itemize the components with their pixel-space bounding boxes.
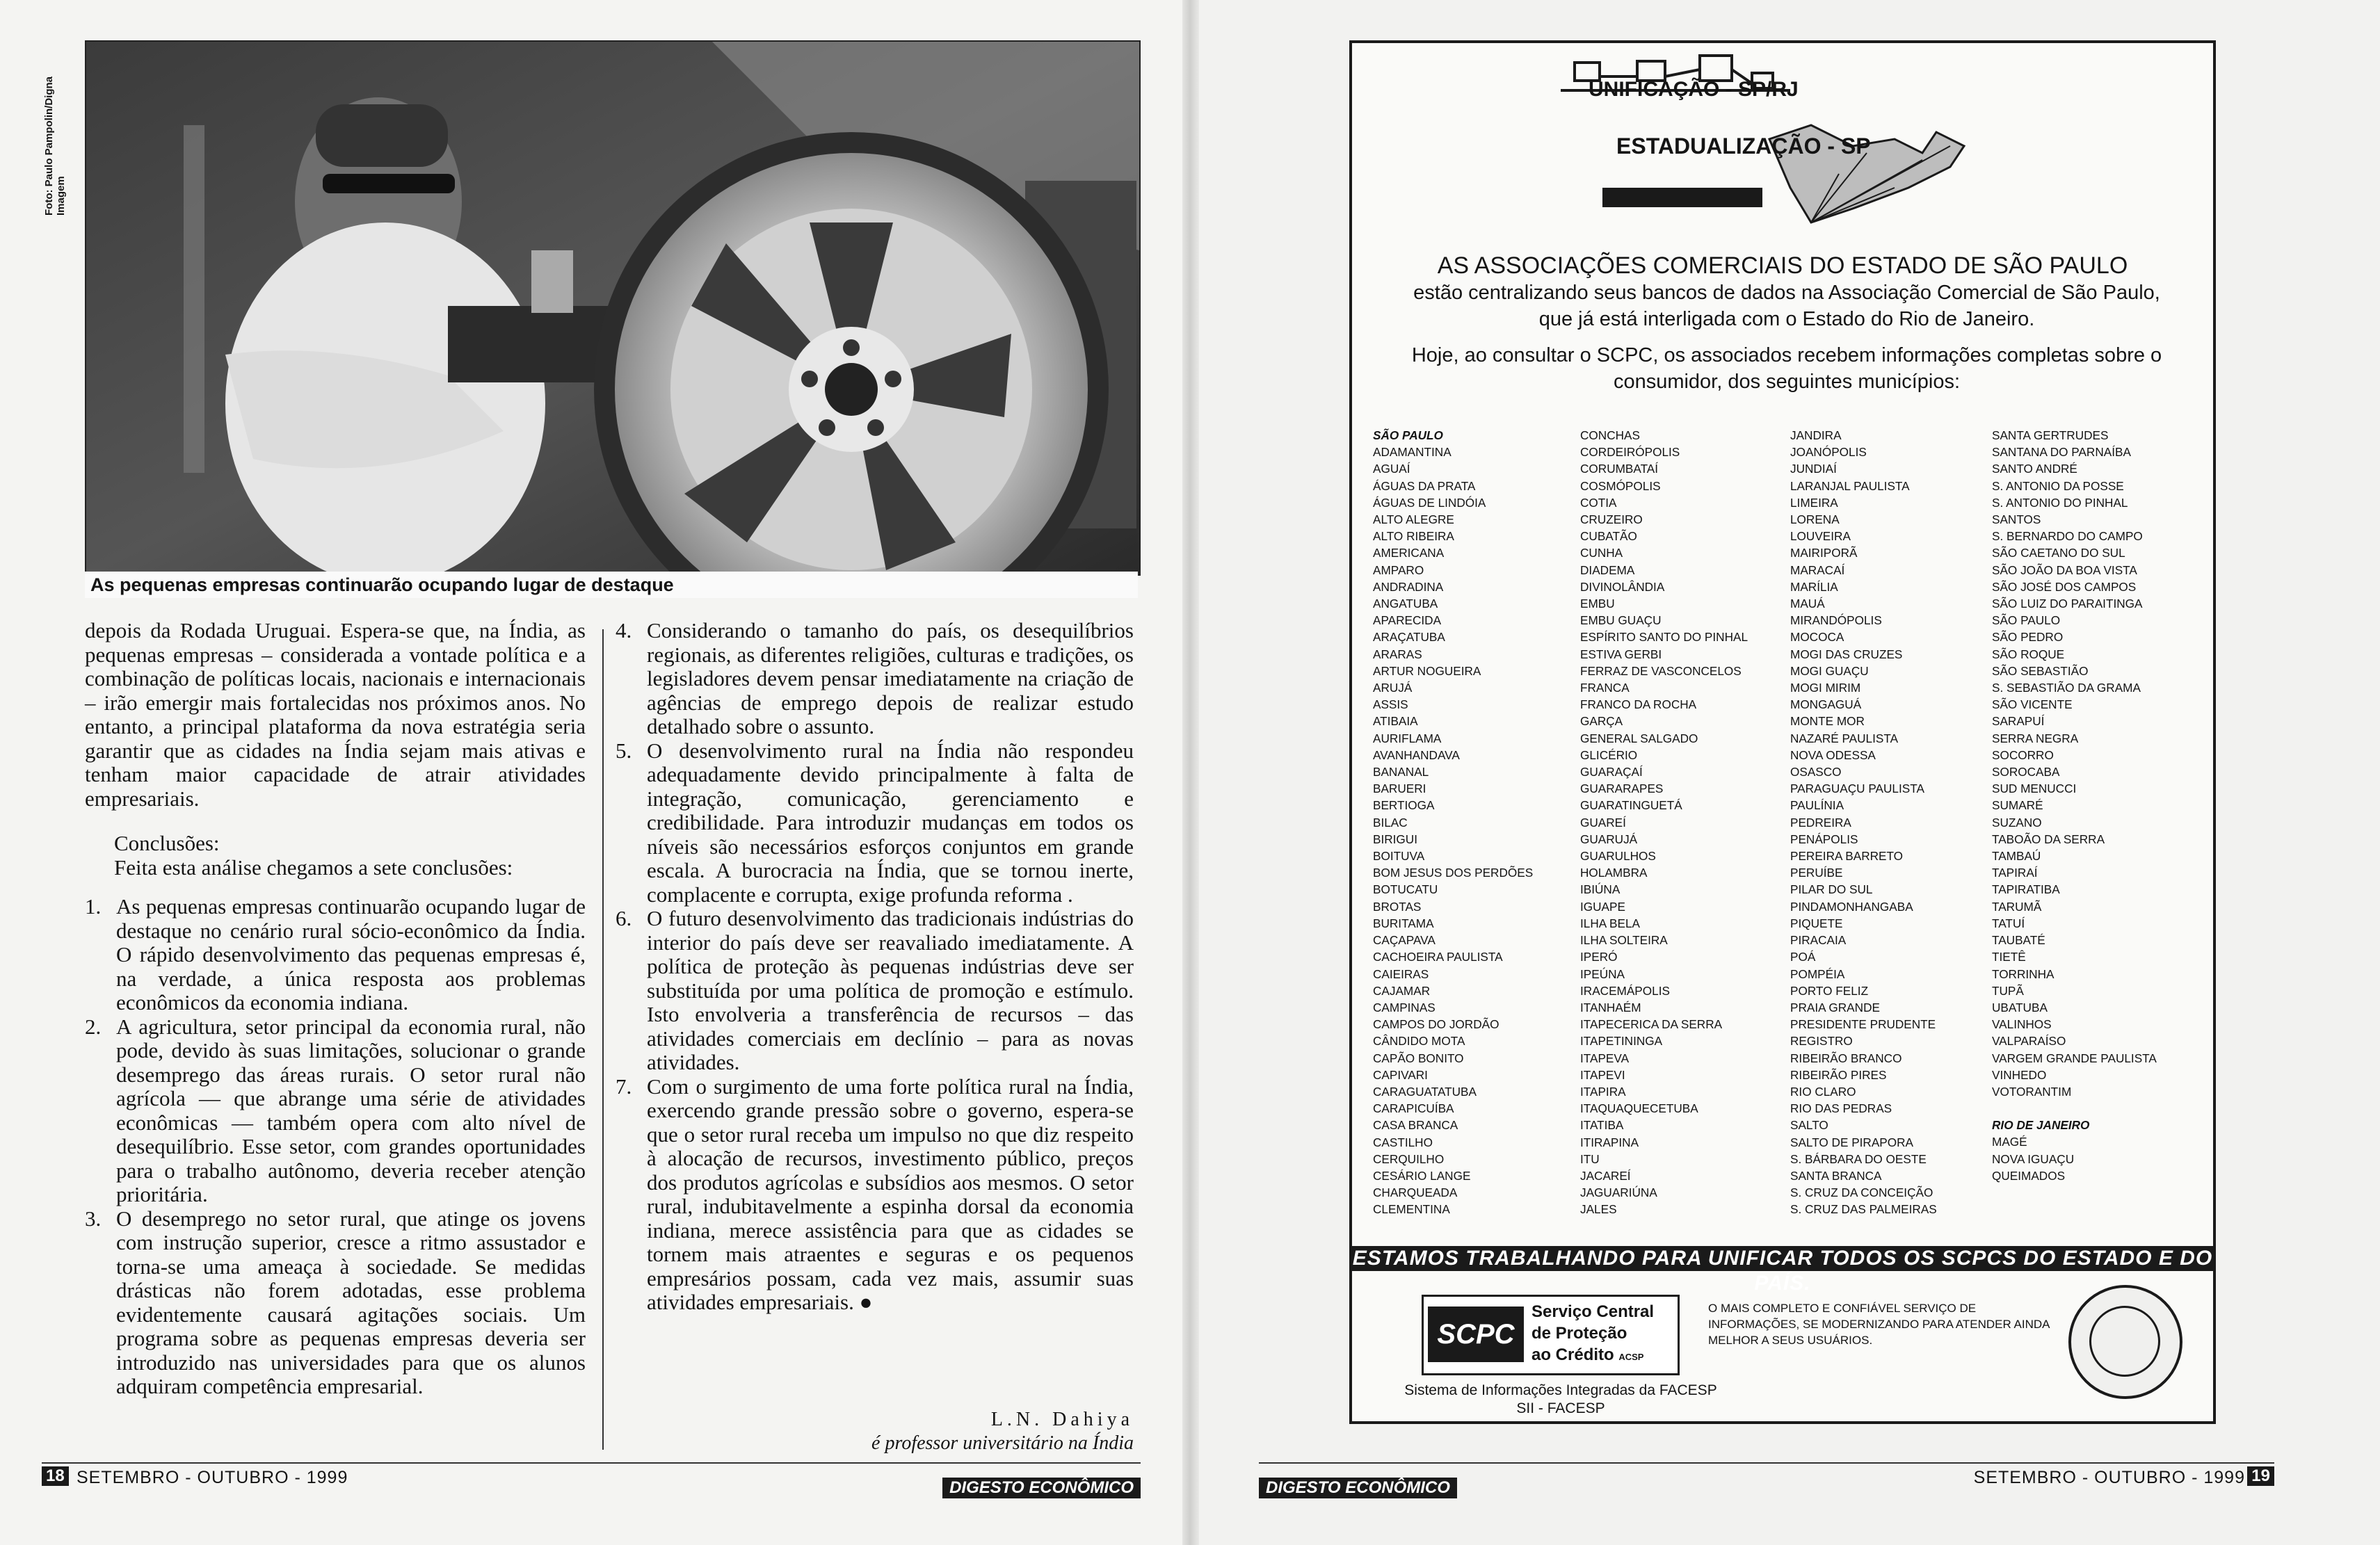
municipality-item: AMPARO xyxy=(1373,563,1424,577)
municipality-item: AMERICANA xyxy=(1373,546,1445,560)
right-footer xyxy=(1259,1462,2274,1497)
municipality-item: ATIBAIA xyxy=(1373,714,1418,729)
scpc-name-line-1: Serviço Central xyxy=(1531,1302,1655,1321)
municipality-item: BOM JESUS DOS PERDÕES xyxy=(1373,866,1534,880)
conclusions-list-2 xyxy=(616,619,1134,1315)
municipality-item: IPERÓ xyxy=(1580,950,1618,964)
municipality-item: PAULÍNIA xyxy=(1790,798,1844,813)
ad-intro: estão centralizando seus bancos de dados na Associação Comercial de São Paulo, que já está interligada com o Estado do Rio de Janeiro. xyxy=(1413,282,2160,330)
municipality-item: PARAGUAÇU PAULISTA xyxy=(1790,782,1924,796)
page-number: 19 xyxy=(2247,1466,2274,1486)
municipality-item: DIADEMA xyxy=(1580,563,1635,577)
municipality-list xyxy=(1992,427,2157,1100)
ad-headline: AS ASSOCIAÇÕES COMERCIAIS DO ESTADO DE SÃO PAULO xyxy=(1437,252,2128,279)
conclusion-item xyxy=(616,619,1134,739)
left-footer xyxy=(42,1462,1141,1497)
association-seal-icon xyxy=(2068,1285,2182,1399)
municipality-item: PIRACAIA xyxy=(1790,933,1847,948)
municipality-item: POÁ xyxy=(1790,950,1816,964)
scpc-name xyxy=(1531,1301,1654,1368)
municipality-item: RIBEIRÃO BRANCO xyxy=(1790,1051,1902,1065)
municipality-item: CRUZEIRO xyxy=(1580,512,1643,527)
municipality-item: VINHEDO xyxy=(1992,1067,2047,1082)
item-text: Considerando o tamanho do país, os desequilíbrios regionais, as diferentes religiões, culturas e tradições, os legisladores devem pensar imediatamente na criação de agências de emprego depois de realizar estudo detalhado sobre o assunto. xyxy=(647,618,1134,738)
municipality-item: S. CRUZ DA CONCEIÇÃO xyxy=(1790,1186,1933,1200)
municipality-item: PENÁPOLIS xyxy=(1790,832,1858,846)
municipality-item: FERRAZ DE VASCONCELOS xyxy=(1580,663,1742,678)
municipality-item: LOUVEIRA xyxy=(1790,529,1851,544)
item-text: O futuro desenvolvimento das tradicionais indústrias do interior do país deve ser reavaliado imediatamente. A política de proteção às pequenas indústrias deve ser substituída por uma política de promoção e estímulo. Isto envolveria a transferência de recursos – das atividades comerciais em declínio – para as novas atividades. xyxy=(647,906,1134,1074)
municipality-item: ANGATUBA xyxy=(1373,597,1438,611)
municipality-item: CORUMBATAÍ xyxy=(1580,462,1659,476)
municipality-item: PERUÍBE xyxy=(1790,866,1843,880)
municipality-item: IPEÚNA xyxy=(1580,966,1625,981)
municipality-item: TATUÍ xyxy=(1992,916,2025,930)
municipality-item: ITANHAÉM xyxy=(1580,1000,1641,1014)
item-number: 7. xyxy=(616,1074,632,1099)
municipality-item: CAPÃO BONITO xyxy=(1373,1051,1464,1065)
municipality-item: SUMARÉ xyxy=(1992,798,2043,813)
municipality-item: SÃO VICENTE xyxy=(1992,697,2073,712)
municipality-item: FRANCO DA ROCHA xyxy=(1580,697,1697,712)
article-photo xyxy=(85,40,1141,576)
municipality-item: CORDEIRÓPOLIS xyxy=(1580,445,1680,460)
municipality-item: ARARAS xyxy=(1373,647,1422,661)
municipality-item: DIVINOLÂNDIA xyxy=(1580,579,1665,594)
state-heading-sp: SÃO PAULO xyxy=(1373,428,1443,442)
municipality-item: CHARQUEADA xyxy=(1373,1186,1458,1200)
municipality-item: ÁGUAS DE LINDÓIA xyxy=(1373,495,1486,510)
municipality-item: MIRANDÓPOLIS xyxy=(1790,613,1882,628)
municipality-item: RIO DAS PEDRAS xyxy=(1790,1101,1892,1116)
municipality-item: AGUAÍ xyxy=(1373,462,1410,476)
municipality-item: EMBU xyxy=(1580,597,1615,611)
municipality-item: PIQUETE xyxy=(1790,916,1843,930)
municipality-item: TAMBAÚ xyxy=(1992,849,2041,864)
municipality-item: CAIEIRAS xyxy=(1373,966,1429,981)
municipality-item: ASSIS xyxy=(1373,697,1408,712)
municipality-item: ITATIBA xyxy=(1580,1118,1624,1133)
municipality-item: ÁGUAS DA PRATA xyxy=(1373,478,1476,493)
municipality-item: BURITAMA xyxy=(1373,916,1434,930)
sii-line-1: Sistema de Informações Integradas da FACESP xyxy=(1404,1382,1717,1398)
municipality-item: POMPÉIA xyxy=(1790,966,1845,981)
municipality-item: PINDAMONHANGABA xyxy=(1790,899,1913,914)
municipality-item: SÃO JOÃO DA BOA VISTA xyxy=(1992,563,2137,577)
municipality-item: CAÇAPAVA xyxy=(1373,933,1436,948)
municipality-item: MOGI MIRIM xyxy=(1790,681,1861,695)
municipality-item: SALTO DE PIRAPORA xyxy=(1790,1135,1914,1149)
municipality-item: MOGI DAS CRUZES xyxy=(1790,647,1903,661)
municipality-item: JACAREÍ xyxy=(1580,1168,1631,1183)
municipality-item: PEDREIRA xyxy=(1790,815,1851,830)
municipality-item: ITAQUAQUECETUBA xyxy=(1580,1101,1698,1116)
municipality-item: JAGUARIÚNA xyxy=(1580,1186,1657,1200)
item-text: O desenvolvimento rural na Índia não respondeu adequadamente devido principalmente à falta de integração, comunicação, gerenciamento e credibilidade. Para introduzir mudanças em todos os níveis são necessários esforços conjuntos em grande escala. A burocracia na Índia, que se tornou inerte, complacente e corrupta, exige profunda reforma . xyxy=(647,738,1134,907)
article-column-1 xyxy=(85,619,586,1399)
municipality-item: BIRIGUI xyxy=(1373,832,1417,846)
municipality-item: S. ANTONIO DO PINHAL xyxy=(1992,495,2128,510)
municipality-item: PORTO FELIZ xyxy=(1790,983,1869,998)
municipality-item: TUPÃ xyxy=(1992,983,2024,998)
municipality-list xyxy=(1992,1133,2157,1184)
municipality-item: CACHOEIRA PAULISTA xyxy=(1373,950,1503,964)
municipality-item: NOVA ODESSA xyxy=(1790,747,1876,762)
municipality-item: QUEIMADOS xyxy=(1992,1168,2066,1183)
municipality-column-3 xyxy=(1790,427,1937,1218)
municipality-item: ARAÇATUBA xyxy=(1373,630,1445,645)
municipality-item: MARÍLIA xyxy=(1790,579,1838,594)
municipality-item: S. CRUZ DAS PALMEIRAS xyxy=(1790,1202,1937,1217)
item-number: 4. xyxy=(616,618,632,642)
magazine-name: DIGESTO ECONÔMICO xyxy=(942,1478,1141,1498)
issue-date: SETEMBRO - OUTUBRO - 1999 xyxy=(77,1468,348,1487)
issue-date: SETEMBRO - OUTUBRO - 1999 xyxy=(1973,1468,2245,1487)
item-text: As pequenas empresas continuarão ocupando lugar de destaque no cenário rural sócio-econômico da Índia. O rápido desenvolvimento das pequenas empresas é, na verdade, a única resposta aos problemas econômicos da economia indiana. xyxy=(116,894,586,1014)
municipality-item: MOCOCA xyxy=(1790,630,1844,645)
municipality-item: ALTO ALEGRE xyxy=(1373,512,1454,527)
municipality-item: TARUMÃ xyxy=(1992,899,2042,914)
scpc-logo xyxy=(1422,1295,1680,1375)
municipality-item: ARUJÁ xyxy=(1373,681,1413,695)
municipality-item: CARAPICUÍBA xyxy=(1373,1101,1454,1116)
municipality-item: TABOÃO DA SERRA xyxy=(1992,832,2105,846)
scpc-name-line-2: de Proteção xyxy=(1531,1324,1627,1343)
estadualizacao-label: ESTADUALIZAÇÃO - SP xyxy=(1616,134,1871,159)
photo-illustration xyxy=(86,42,1139,574)
conclusions-subheading: Feita esta análise chegamos a sete conclusões: xyxy=(114,855,513,880)
municipality-item: COTIA xyxy=(1580,495,1617,510)
photo-credit: Foto: Paulo Pampolin/Digna Imagem xyxy=(43,76,67,216)
municipality-item: ITU xyxy=(1580,1151,1600,1166)
municipality-item: ESPÍRITO SANTO DO PINHAL xyxy=(1580,630,1748,645)
municipality-item: CARAGUATATUBA xyxy=(1373,1084,1477,1099)
municipality-item: ITAPEVI xyxy=(1580,1067,1625,1082)
municipality-item: S. SEBASTIÃO DA GRAMA xyxy=(1992,681,2141,695)
municipality-column-1 xyxy=(1373,427,1533,1218)
scpc-name-line-3: ao Crédito xyxy=(1531,1345,1614,1364)
municipality-item: CUNHA xyxy=(1580,546,1623,560)
municipality-item: RIO CLARO xyxy=(1790,1084,1856,1099)
municipality-item: CASA BRANCA xyxy=(1373,1118,1458,1133)
municipality-item: JUNDIAÍ xyxy=(1790,462,1837,476)
municipality-item: CONCHAS xyxy=(1580,428,1640,442)
municipality-item: EMBU GUAÇU xyxy=(1580,613,1662,628)
municipality-item: SOROCABA xyxy=(1992,765,2060,779)
scpc-description: O MAIS COMPLETO E CONFIÁVEL SERVIÇO DE INFORMAÇÕES, SE MODERNIZANDO PARA ATENDER AINDA MELHOR A SEUS USUÁRIOS. xyxy=(1708,1302,2050,1347)
page-gutter xyxy=(1182,0,1199,1545)
item-text: A agricultura, setor principal da economia rural, não pode, devido às suas limitações, solucionar o grande desemprego das áreas rurais. O setor rural não agrícola — que abrange uma série de atividades econômicas — também opera com alto nível de desequilíbrio. Esse setor, com grandes oportunidades para o trabalho autônomo, deveria receber atenção prioritária. xyxy=(116,1014,586,1206)
municipality-item: IBIÚNA xyxy=(1580,882,1621,897)
municipality-item: GUARARAPES xyxy=(1580,782,1664,796)
municipality-item: ESTIVA GERBI xyxy=(1580,647,1662,661)
municipality-item: SARAPUÍ xyxy=(1992,714,2045,729)
municipality-item: HOLAMBRA xyxy=(1580,866,1648,880)
item-number: 5. xyxy=(616,738,632,763)
municipality-item: VOTORANTIM xyxy=(1992,1084,2072,1099)
item-number: 6. xyxy=(616,906,632,930)
municipality-item: ILHA SOLTEIRA xyxy=(1580,933,1668,948)
municipality-item: BROTAS xyxy=(1373,899,1422,914)
municipality-item: JANDIRA xyxy=(1790,428,1842,442)
municipality-item: AVANHANDAVA xyxy=(1373,747,1460,762)
municipality-list xyxy=(1580,427,1748,1218)
item-number: 1. xyxy=(85,894,102,919)
municipality-item: GUARULHOS xyxy=(1580,849,1656,864)
municipality-item: CASTILHO xyxy=(1373,1135,1433,1149)
municipality-item: GLICÉRIO xyxy=(1580,747,1638,762)
municipality-item: LORENA xyxy=(1790,512,1840,527)
municipality-item: CÂNDIDO MOTA xyxy=(1373,1034,1465,1049)
municipality-column-2 xyxy=(1580,427,1748,1218)
sii-line-2: SII - FACESP xyxy=(1516,1400,1605,1416)
municipality-item: BERTIOGA xyxy=(1373,798,1435,813)
municipality-item: AURIFLAMA xyxy=(1373,731,1442,745)
author-role: é professor universitário na Índia xyxy=(871,1432,1134,1454)
municipality-item: ITAPETININGA xyxy=(1580,1034,1663,1049)
municipality-item: SOCORRO xyxy=(1992,747,2054,762)
municipality-item: APARECIDA xyxy=(1373,613,1442,628)
article-intro-paragraph: depois da Rodada Uruguai. Espera-se que, na Índia, as pequenas empresas – considerada a vontade política e a combinação de políticas locais, nacionais e internacionais – irão emergir mais fortalecidas nos próximos anos. No entanto, a principal plataforma da nova estratégia seria garantir que as cidades na Índia sejam mais ativas e tenham maior capacidade de atrair atividades empresariais. xyxy=(85,618,586,811)
municipality-item: SERRA NEGRA xyxy=(1992,731,2079,745)
municipality-item: SANTA GERTRUDES xyxy=(1992,428,2109,442)
municipality-item: RIBEIRÃO PIRES xyxy=(1790,1067,1887,1082)
conclusion-item xyxy=(616,907,1134,1075)
conclusion-item xyxy=(616,739,1134,907)
municipality-item: ANDRADINA xyxy=(1373,579,1444,594)
state-heading-rj: RIO DE JANEIRO xyxy=(1992,1118,2090,1133)
author-name: L.N. Dahiya xyxy=(990,1409,1134,1430)
municipality-item: NAZARÉ PAULISTA xyxy=(1790,731,1899,745)
municipality-item: CAMPINAS xyxy=(1373,1000,1436,1014)
item-text: Com o surgimento de uma forte política rural na Índia, exercendo grande pressão sobre o governo, espera-se que o setor rural receba um impulso no que diz respeito à alocação de recursos, investimento público, preços dos produtos agrícolas e subsídios aos mesmos. O setor rural, indubitavelmente a espinha dorsal da economia indiana, merece assistência para que as cidades se tornem mais atraentes e seguras e os pequenos empresários possam, cada vez mais, assumir suas atividades empresariais. xyxy=(647,1074,1134,1314)
municipality-item: SANTOS xyxy=(1992,512,2041,527)
municipality-item: SÃO CAETANO DO SUL xyxy=(1992,546,2125,560)
municipality-item: SANTANA DO PARNAÍBA xyxy=(1992,445,2131,460)
municipality-item: ITAPECERICA DA SERRA xyxy=(1580,1017,1723,1032)
municipality-item: CESÁRIO LANGE xyxy=(1373,1168,1471,1183)
municipality-item: GARÇA xyxy=(1580,714,1623,729)
municipality-item: ALTO RIBEIRA xyxy=(1373,529,1454,544)
municipality-item: SÃO LUIZ DO PARAITINGA xyxy=(1992,597,2143,611)
municipality-item: TIETÊ xyxy=(1992,950,2026,964)
municipality-item: S. ANTONIO DA POSSE xyxy=(1992,478,2124,493)
municipality-item: MOGI GUAÇU xyxy=(1790,663,1869,678)
municipality-item: GUARAÇAÍ xyxy=(1580,765,1643,779)
page-number: 18 xyxy=(42,1466,69,1486)
municipality-item: VARGEM GRANDE PAULISTA xyxy=(1992,1051,2157,1065)
end-mark-icon: ● xyxy=(859,1290,873,1314)
item-number: 3. xyxy=(85,1206,102,1231)
municipality-item: BANANAL xyxy=(1373,765,1429,779)
municipality-item: ITAPEVA xyxy=(1580,1051,1630,1065)
municipality-item: CAMPOS DO JORDÃO xyxy=(1373,1017,1499,1032)
municipality-item: SÃO SEBASTIÃO xyxy=(1992,663,2089,678)
municipality-item: CLEMENTINA xyxy=(1373,1202,1450,1217)
seal-inner-ring xyxy=(2089,1306,2160,1377)
municipality-item: BOITUVA xyxy=(1373,849,1425,864)
conclusion-item xyxy=(85,1015,586,1207)
municipality-item: PILAR DO SUL xyxy=(1790,882,1873,897)
conclusion-item xyxy=(85,1207,586,1399)
column-divider xyxy=(602,629,604,1450)
municipality-item: SÃO JOSÉ DOS CAMPOS xyxy=(1992,579,2137,594)
unificacao-label: UNIFICAÇÃO - SP/RJ xyxy=(1589,78,1799,101)
municipality-item: GUAREÍ xyxy=(1580,815,1626,830)
municipality-item: MARACAÍ xyxy=(1790,563,1845,577)
municipality-item: VALINHOS xyxy=(1992,1017,2052,1032)
municipality-item: MONTE MOR xyxy=(1790,714,1865,729)
municipality-item: BILAC xyxy=(1373,815,1408,830)
scpc-advertisement xyxy=(1349,40,2216,1424)
municipality-item: JOANÓPOLIS xyxy=(1790,445,1867,460)
municipality-item: LARANJAL PAULISTA xyxy=(1790,478,1910,493)
conclusion-item xyxy=(85,895,586,1015)
municipality-item: GUARUJÁ xyxy=(1580,832,1638,846)
municipality-item: TAUBATÉ xyxy=(1992,933,2045,948)
municipality-item: SUZANO xyxy=(1992,815,2042,830)
conclusions-list-1 xyxy=(85,895,586,1399)
municipality-item: CAPIVARI xyxy=(1373,1067,1428,1082)
magazine-name: DIGESTO ECONÔMICO xyxy=(1259,1478,1457,1498)
municipality-item: PRAIA GRANDE xyxy=(1790,1000,1880,1014)
sii-info xyxy=(1387,1382,1735,1418)
municipality-item: UBATUBA xyxy=(1992,1000,2048,1014)
acsp-label: ACSP xyxy=(1618,1352,1644,1362)
municipality-item: SANTO ANDRÉ xyxy=(1992,462,2077,476)
municipality-item: SÃO ROQUE xyxy=(1992,647,2065,661)
municipality-item: LIMEIRA xyxy=(1790,495,1838,510)
unification-banner: ESTAMOS TRABALHANDO PARA UNIFICAR TODOS OS SCPCS DO ESTADO E DO PAÍS. xyxy=(1349,1246,2216,1271)
municipality-item: ITIRAPINA xyxy=(1580,1135,1639,1149)
municipality-item: MAGÉ xyxy=(1992,1135,2027,1149)
municipality-item: CUBATÃO xyxy=(1580,529,1637,544)
conclusions-heading: Conclusões: xyxy=(114,831,220,855)
municipality-item: PEREIRA BARRETO xyxy=(1790,849,1904,864)
municipality-item: MAIRIPORÃ xyxy=(1790,546,1858,560)
municipality-item: SUD MENUCCI xyxy=(1992,782,2077,796)
article-column-2 xyxy=(616,619,1134,1315)
municipality-item: IRACEMÁPOLIS xyxy=(1580,983,1670,998)
municipality-item: MONGAGUÁ xyxy=(1790,697,1862,712)
municipality-list xyxy=(1373,444,1533,1218)
municipality-item: ITAPIRA xyxy=(1580,1084,1626,1099)
municipality-item: COSMÓPOLIS xyxy=(1580,478,1661,493)
municipality-item: MAUÁ xyxy=(1790,597,1825,611)
municipality-item: ILHA BELA xyxy=(1580,916,1640,930)
item-text: O desemprego no setor rural, que atinge os jovens com instrução superior, cresce a ritmo assustador e torna-se uma ameaça à sociedade. Se medidas drásticas não forem adotadas, esse problema evidentemente causará agitações sociais. Um programa sobre as pequenas empresas deveria ser introduzido nas universidades para que os alunos adquiram competência empresarial. xyxy=(116,1206,586,1398)
author-signature xyxy=(793,1408,1134,1455)
municipality-item: SALTO xyxy=(1790,1118,1828,1133)
municipality-item: NOVA IGUAÇU xyxy=(1992,1151,2075,1166)
municipality-item: SÃO PEDRO xyxy=(1992,630,2064,645)
municipality-item: BARUERI xyxy=(1373,782,1426,796)
municipality-item: FRANCA xyxy=(1580,681,1630,695)
municipality-item: CERQUILHO xyxy=(1373,1151,1445,1166)
municipality-item: IGUAPE xyxy=(1580,899,1625,914)
municipality-item: OSASCO xyxy=(1790,765,1842,779)
municipality-item: ARTUR NOGUEIRA xyxy=(1373,663,1481,678)
municipality-item: JALES xyxy=(1580,1202,1617,1217)
municipality-item: REGISTRO xyxy=(1790,1034,1853,1049)
municipality-item: SÃO PAULO xyxy=(1992,613,2061,628)
municipality-item: BOTUCATU xyxy=(1373,882,1438,897)
item-number: 2. xyxy=(85,1014,102,1039)
municipality-item: TAPIRATIBA xyxy=(1992,882,2060,897)
municipality-item: SANTA BRANCA xyxy=(1790,1168,1882,1183)
municipality-item: GUARATINGUETÁ xyxy=(1580,798,1682,813)
photo-caption: As pequenas empresas continuarão ocupando lugar de destaque xyxy=(85,572,1138,598)
municipality-item: S. BERNARDO DO CAMPO xyxy=(1992,529,2143,544)
municipality-item: VALPARAÍSO xyxy=(1992,1034,2066,1049)
ad-intro-2: Hoje, ao consultar o SCPC, os associados recebem informações completas sobre o consumidor, dos seguintes municípios: xyxy=(1411,344,2162,393)
municipality-column-4 xyxy=(1992,427,2157,1184)
municipality-item: S. BÁRBARA DO OESTE xyxy=(1790,1151,1927,1166)
scpc-mark: SCPC xyxy=(1428,1307,1524,1362)
municipality-item: GENERAL SALGADO xyxy=(1580,731,1698,745)
municipality-item: TAPIRAÍ xyxy=(1992,866,2038,880)
municipality-item: CAJAMAR xyxy=(1373,983,1431,998)
municipality-item: PRESIDENTE PRUDENTE xyxy=(1790,1017,1936,1032)
municipality-item: TORRINHA xyxy=(1992,966,2055,981)
municipality-list xyxy=(1790,427,1937,1218)
municipality-item: ADAMANTINA xyxy=(1373,445,1452,460)
conclusion-item xyxy=(616,1075,1134,1315)
